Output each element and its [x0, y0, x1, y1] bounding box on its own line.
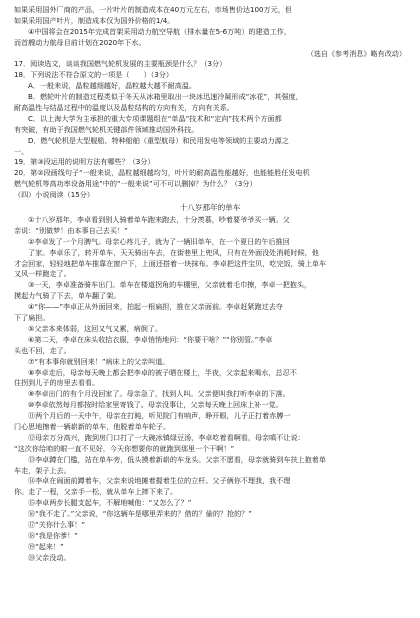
text-line: （选自《参考消息》略有改动） — [306, 48, 406, 58]
story-line: 了家。李卓乐了，转开单车，天天骑出车去，在街巷里上兜风，只有在外面没处消耗时候，他 — [28, 247, 319, 257]
story-title: 十八岁那年的单车 — [179, 203, 241, 213]
story-line: ⑭李卓在闹面前蹲着车，父亲来说地摊着握着生位的立杆。父子俩你不理我，我不理 — [28, 476, 291, 486]
story-section — [14, 215, 406, 564]
story-line: 住拐到儿子的房里去看看。 — [14, 378, 100, 388]
story-line: ⑰“关你什么事！” — [28, 519, 86, 529]
text-line: 一。 — [14, 146, 29, 156]
text-line: 20．第②段画线句子“一般来说，晶粒越细越均匀，叶片的耐高温性能越好，也能能胜任发电机 — [14, 168, 310, 178]
text-line: 18．下列说法不符合原文的一项是（ ）（3分） — [14, 70, 173, 80]
text-line: 如果采用国产叶片，制造成本仅为国外价格的1/4。 — [14, 15, 175, 25]
story-line: ⑱“我是你爹！” — [28, 530, 78, 540]
story-line: 头也不回，走了。 — [14, 345, 71, 355]
story-line: ④“你——”李卓正从外面回来，拍起一根扁担，推在父亲面前。李卓赶紧跑过去夺 — [28, 302, 283, 312]
story-line: 才会回家，轻轻地把单车推靠在窗户下，上面还搭着一块抹布。李卓把这件宝贝，吃完饭，骑上单车 — [14, 258, 327, 268]
story-line: 下了扁担。 — [14, 313, 50, 323]
text-line: C．以上海大学为主承担的重大专项课题组在“单晶”技术和“定向”技术两个方面都 — [28, 113, 282, 123]
story-line: 门心思地擦着一辆崭新的单车，他脱着单车轮子。 — [14, 421, 171, 431]
story-line: ②李卓发了一个月脾气。母亲心疼儿子，就为了一辆旧单车，在一个夏日的午后推回 — [28, 236, 290, 246]
story-line: ⑮李卓两步长腿支起车，不解地喊他：“又怎么了？” — [28, 498, 192, 508]
text-line: B．燃轮叶片的制造过程类似于冬天从冰箱里取出一块冰迅速冷凝形成“冰花”，其强度， — [28, 92, 303, 102]
story-line: ⑪两个月后的一天中午，母亲在打盹，听见院门有响声，睁开眼，儿子正打着赤膊一 — [28, 411, 291, 421]
text-line: 有突破，有助于我国燃气轮机关键部件领域推动国外科技。 — [14, 124, 199, 134]
text-line: ④中国将会在2015年完成首架采用动力航空导航（排水量在5-6万吨）的建造工作， — [28, 26, 291, 36]
story-line: ①十八岁那年，李卓看到别人骑着单车跑来跑去，十分羡慕，吵着要爷爷买一辆。父 — [28, 215, 290, 225]
story-line: ⑯“我不走了。”父亲说，“你这辆车是哪里弄来的？借的？偷的？抢的？” — [28, 509, 252, 519]
story-line: ③一天，李卓准备骑车出门。单车在楼道拐角的车棚里，父亲就着毛巾擦，李卓一把抱头， — [28, 280, 312, 290]
story-line: “这次你给咱的眼一直不见好，今天你想要你的就跑到那里一个干啊！” — [14, 443, 235, 453]
story-line: ⑤父亲本来体弱，这回又气又累，病倒了。 — [28, 323, 163, 333]
text-line: 19．第③段运用的说明方法有哪些？（3分） — [14, 157, 155, 167]
story-line: ⑲“起来！” — [28, 541, 64, 551]
text-line: 燃气轮机等高功率设备用途”中的“一般来说”可不可以删掉？为什么？（3分） — [14, 179, 257, 189]
text-line: A．一般来说，晶粒越细越好，晶粒越大越不耐高温。 — [28, 81, 197, 91]
story-line: 你。走了一程，父亲手一松，就从单车上摔下来了。 — [14, 487, 178, 497]
story-line: ⑨李卓出门的有个月没回家了。母亲急了，找到人叫。父亲便叫我打听李卓的下落。 — [28, 389, 290, 399]
story-line: ⑥第二天，李卓在床头收拾衣服，李卓悄悄地问：“你要干啥？”“你别管。”李卓 — [28, 334, 273, 344]
story-line: 又风一样跑走了。 — [14, 269, 71, 279]
story-line: ⑧李卓走后，母亲每天晚上都会把李卓的被子晒在楼上，半夜，父亲起来喝水，总忍不 — [28, 367, 297, 377]
text-line: 而首艘动力航母目前计划在2020年下水。 — [14, 37, 146, 47]
text-line: 17．阅读选文，谈谈我国燃气轮机发展的主要瓶颈是什么？（3分） — [14, 59, 227, 69]
text-line: D．燃气轮机是大型舰船、特种船舶（重型航母）和民用发电等领域的主要动力源之 — [28, 135, 289, 145]
story-line: 车走，架子上去。 — [14, 465, 71, 475]
story-line: ⑩李卓依然每月都按时给家里寄钱了。母亲没事让，父亲每天晚上回床上补一觉。 — [28, 400, 283, 410]
text-line: 如果采用国外厂商的产品，一片叶片的制造成本在40万元左右，市场售价达100万元，但 — [14, 5, 292, 14]
story-line: ⑳父亲没动。 — [28, 552, 71, 562]
questions-section — [14, 5, 406, 201]
story-line: ⑬李卓蹲在门槛，站在单车旁，低头摸着新崭的车龙头。父亲不愿看，母亲就骑到车扶上抱着单 — [28, 454, 326, 464]
story-line: ⑫母亲万分高兴，跑到房门口打了一大碗冰镇绿豆汤，李卓吃着看啊看，母亲嗔不让说： — [28, 432, 305, 442]
text-line: （四）小说阅读（15分） — [14, 190, 94, 200]
story-line: 亲说：“别做梦！由本事自己去买！” — [14, 225, 128, 235]
story-line: 摸起力气骑了下去，单车翻了架。 — [14, 291, 121, 301]
text-line: 耐高温性与结晶过程中的温度以及晶粒结构的方向有关，方向有关系。 — [14, 103, 234, 113]
story-line: ⑦“有本事你就别回来！”病床上的父亲叫道。 — [28, 356, 170, 366]
